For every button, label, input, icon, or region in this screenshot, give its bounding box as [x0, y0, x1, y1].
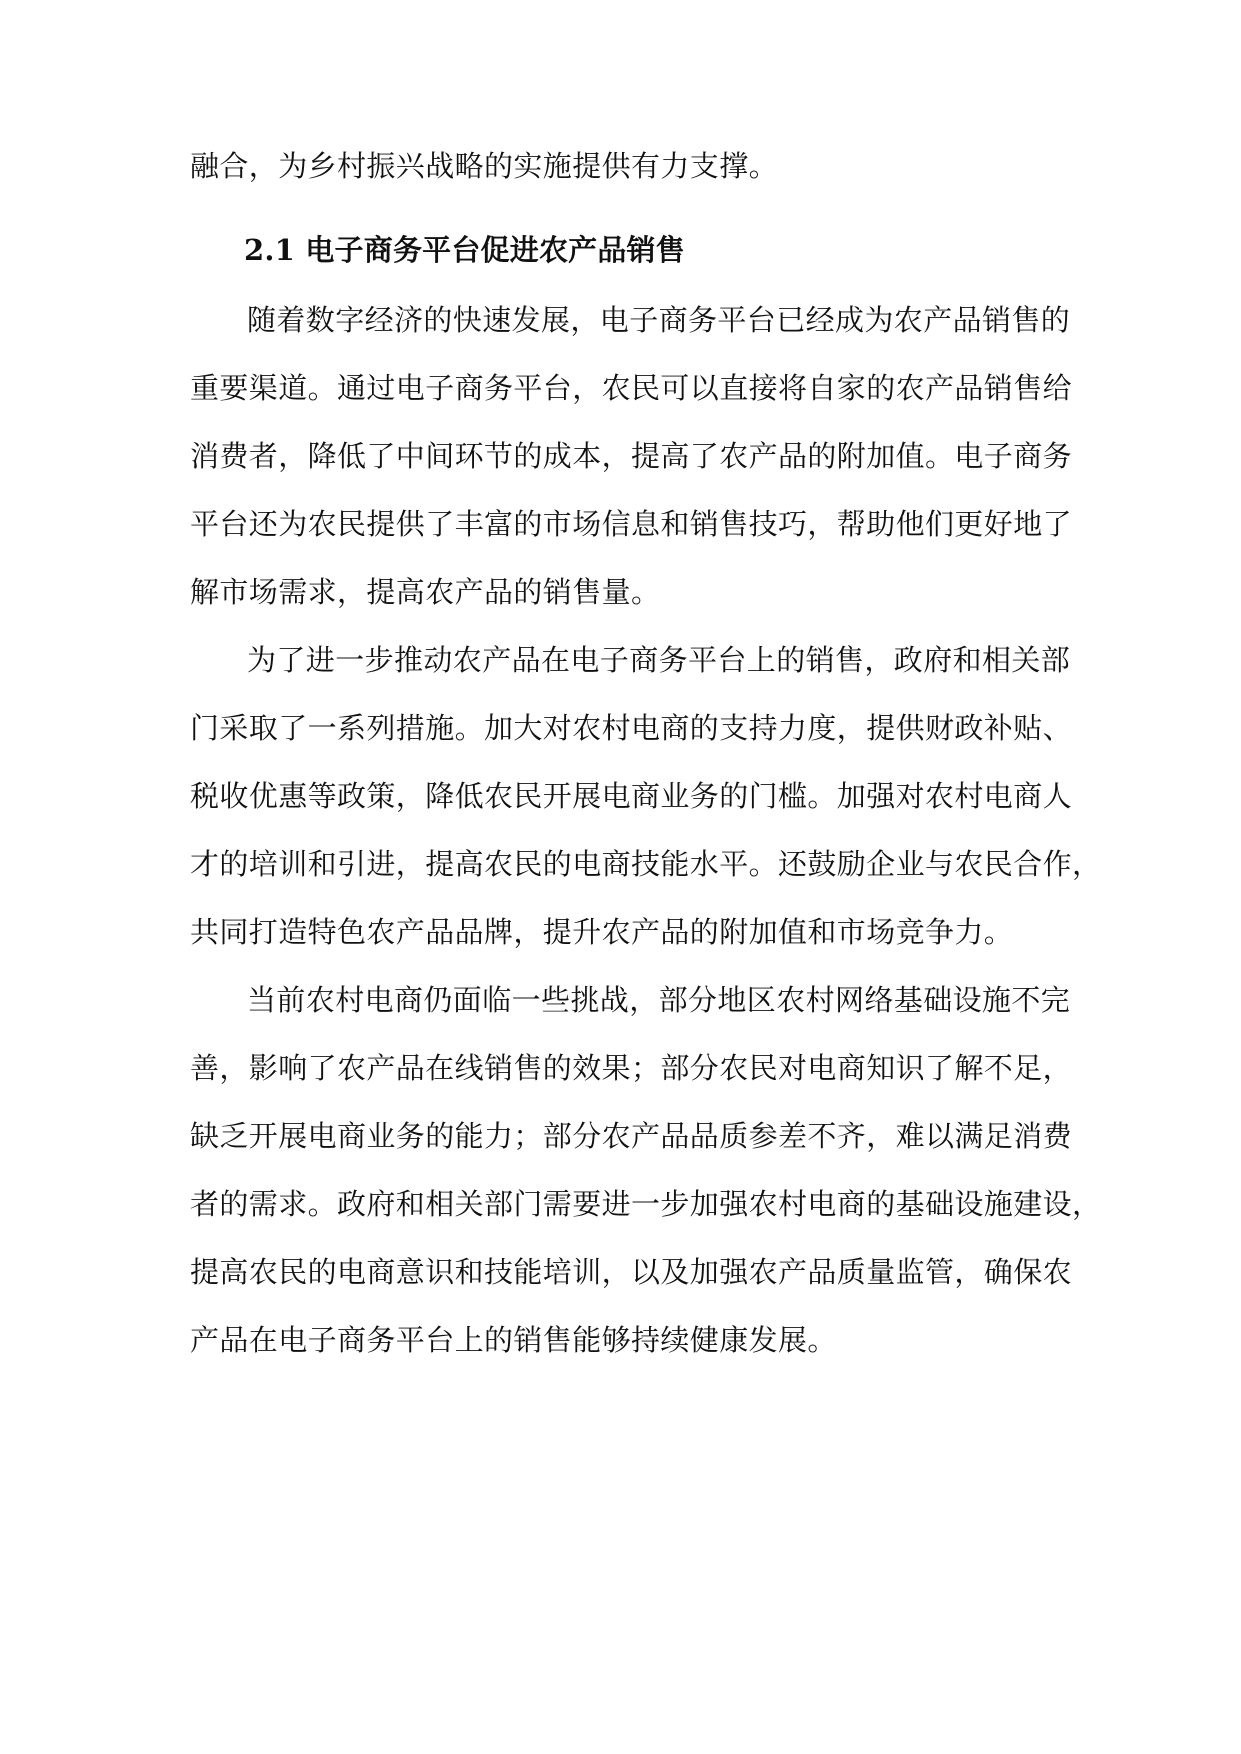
paragraph-2-line-3: 税收优惠等政策，降低农民开展电商业务的门槛。加强对农村电商人	[190, 779, 1073, 813]
intro-text-line: 融合，为乡村振兴战略的实施提供有力支撑。	[190, 149, 779, 183]
paragraph-1-line-3: 消费者，降低了中间环节的成本，提高了农产品的附加值。电子商务	[190, 439, 1073, 473]
paragraph-2-line-2: 门采取了一系列措施。加大对农村电商的支持力度，提供财政补贴、	[190, 711, 1073, 745]
paragraph-1-line-4: 平台还为农民提供了丰富的市场信息和销售技巧，帮助他们更好地了	[190, 507, 1073, 541]
paragraph-3-line-1: 当前农村电商仍面临一些挑战，部分地区农村网络基础设施不完	[247, 983, 1071, 1017]
paragraph-2-line-4: 才的培训和引进，提高农民的电商技能水平。还鼓励企业与农民合作，	[190, 847, 1102, 881]
paragraph-1-line-1: 随着数字经济的快速发展，电子商务平台已经成为农产品销售的	[247, 303, 1071, 337]
paragraph-2-line-5: 共同打造特色农产品品牌，提升农产品的附加值和市场竞争力。	[190, 915, 1014, 949]
paragraph-1-line-5: 解市场需求，提高农产品的销售量。	[190, 575, 661, 609]
paragraph-3-line-2: 善，影响了农产品在线销售的效果；部分农民对电商知识了解不足，	[190, 1051, 1073, 1085]
paragraph-2-line-1: 为了进一步推动农产品在电子商务平台上的销售，政府和相关部	[247, 643, 1071, 677]
paragraph-1-line-2: 重要渠道。通过电子商务平台，农民可以直接将自家的农产品销售给	[190, 371, 1073, 405]
paragraph-3-line-3: 缺乏开展电商业务的能力；部分农产品品质参差不齐，难以满足消费	[190, 1119, 1073, 1153]
paragraph-3-line-6: 产品在电子商务平台上的销售能够持续健康发展。	[190, 1323, 837, 1357]
paragraph-3-line-4: 者的需求。政府和相关部门需要进一步加强农村电商的基础设施建设，	[190, 1187, 1102, 1221]
paragraph-3-line-5: 提高农民的电商意识和技能培训，以及加强农产品质量监管，确保农	[190, 1255, 1073, 1289]
section-heading: 2.1 电子商务平台促进农产品销售	[244, 233, 685, 267]
